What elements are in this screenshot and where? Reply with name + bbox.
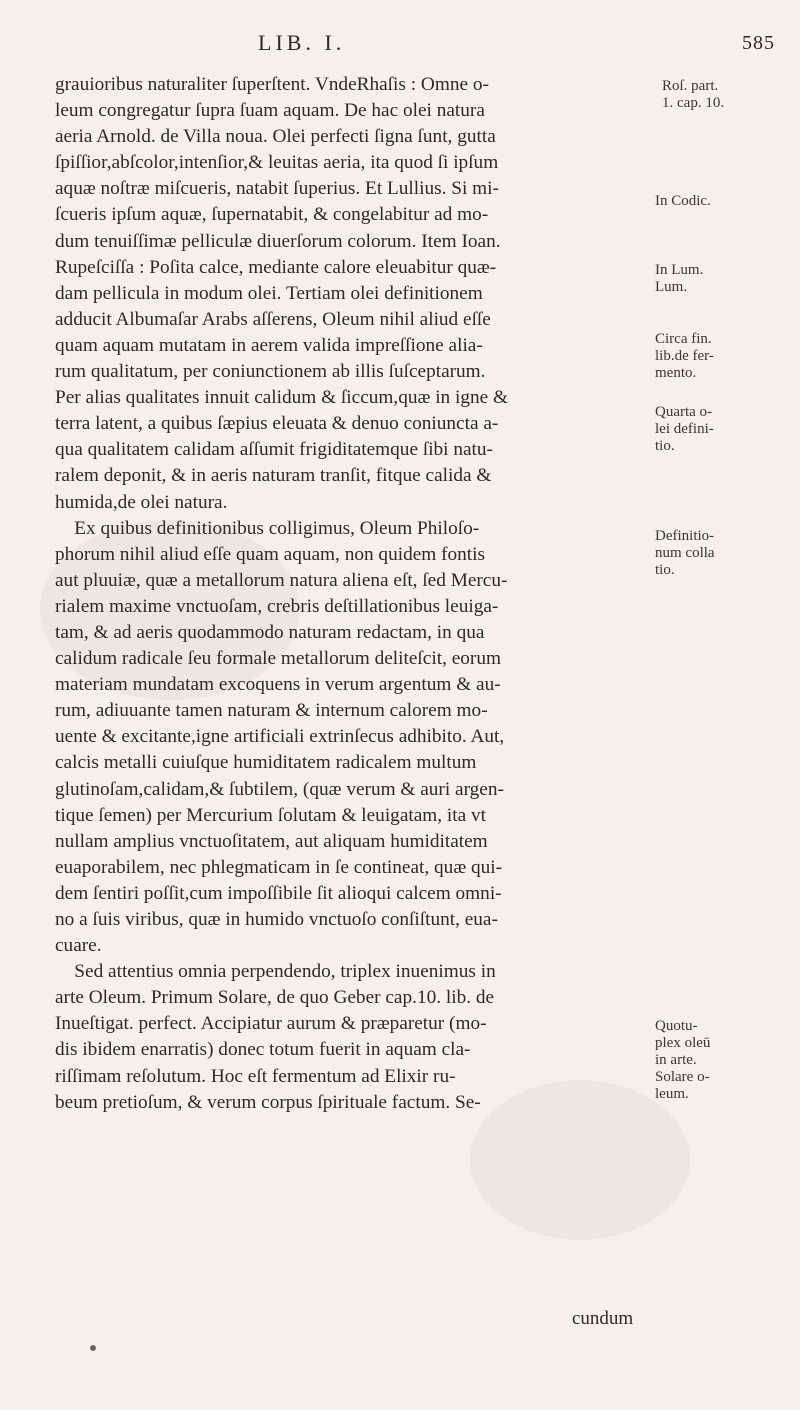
catchword: cundum [572,1308,634,1329]
text-line: dum tenuiſſimæ pelliculæ diuerſorum colorum. Item Ioan. [55,230,501,252]
marginal-note-line: in arte. [655,1052,697,1068]
marginal-note-line: lei defini- [655,421,714,437]
marginal-note [655,193,795,210]
marginal-note-line: leum. [655,1086,689,1102]
marginal-note-line: In Lum. [655,262,704,278]
text-line: no a ſuis viribus, quæ in humido vnctuoſo conſiſtunt, eua- [55,909,498,930]
text-line: cuare. [55,935,102,957]
text-line: ſcueris ipſum aquæ, ſupernatabit, & congelabitur ad mo- [55,204,489,226]
text-line: aut pluuiæ, quæ a metallorum natura aliena eſt, ſed Mercu- [55,569,508,591]
marginal-note-line: tio. [655,562,675,578]
text-line: adducit Albumaſar Arabs aſſerens, Oleum nihil aliud eſſe [55,308,491,330]
text-line: phorum nihil aliud eſſe quam aquam, non quidem fontis [55,543,486,565]
marginal-note-line: tio. [655,438,675,454]
marginal-note-line: Lum. [655,279,688,295]
marginal-note-line: Quotu- [655,1018,698,1034]
marginal-note [662,78,800,112]
marginal-note-line: Solare o- [655,1069,710,1085]
marginal-note [655,1018,795,1103]
text-line: Per alias qualitates innuit calidum & ſiccum,quæ in igne & [55,387,509,409]
marginal-note-line: num colla [655,545,715,561]
text-line: calcis metalli cuiuſque humiditatem radicalem multum [55,752,477,774]
text-line: grauioribus naturaliter ſuperſtent. VndeRhaſis : Omne o- [55,74,489,95]
text-line: tique ſemen) per Mercurium ſolutam & leuigatam, ita vt [55,804,487,826]
text-line: humida,de olei natura. [55,491,228,513]
running-header [0,30,800,62]
marginal-note-line: Roſ. part. [662,78,719,94]
text-line: Sed attentius omnia perpendendo, triplex inuenimus in [55,961,496,983]
text-line: rialem maxime vnctuoſam, crebris deſtillationibus leuiga- [55,595,499,617]
marginal-note-line: Circa fin. [655,331,712,347]
text-line: tam, & ad aeris quodammodo naturam redactam, in qua [55,621,485,643]
marginal-note-line: Definitio- [655,528,715,544]
text-line: glutinoſam,calidam,& ſubtilem, (quæ verum & auri argen- [55,778,504,800]
text-line: rum, adiuuante tamen naturam & internum calorem mo- [55,700,488,722]
text-line: ralem deponit, & in aeris naturam tranſit, fitque calida & [55,465,492,487]
text-line: arte Oleum. Primum Solare, de quo Geber cap.10. lib. de [55,987,495,1009]
marginal-note-line: In Codic. [655,193,711,209]
text-line: euaporabilem, nec phlegmaticam in ſe contineat, quæ qui- [55,856,503,878]
text-line: riſſimam reſolutum. Hoc eſt fermentum ad Elixir ru- [55,1065,456,1087]
text-line: ſpiſſior,abſcolor,intenſior,& leuitas aeria, ita quod ſi ipſum [55,152,499,174]
text-line: terra latent, a quibus ſæpius eleuata & denuo coniuncta a- [55,413,499,435]
text-line: nullam amplius vnctuoſitatem, aut aliquam humiditatem [55,830,488,852]
text-line: Inueſtigat. perfect. Accipiatur aurum & præparetur (mo- [55,1013,487,1035]
text-line: calidum radicale ſeu formale metallorum deliteſcit, eorum [55,648,501,670]
text-line: quam aquam mutatam in aerem valida impreſſione alia- [55,334,483,356]
text-line: Rupeſciſſa : Poſita calce, mediante calore eleuabitur quæ- [55,256,497,278]
text-line: leum congregatur ſupra ſuam aquam. De hac olei natura [55,100,485,122]
marginal-note [655,331,795,382]
marginal-note-line: Quarta o- [655,404,713,420]
page-number: 585 [742,32,775,54]
text-line: qua qualitatem calidam aſſumit frigiditatemque ſibi natu- [55,439,493,461]
text-line: rum qualitatum, per coniunctionem ab illis ſuſceptarum. [55,361,486,383]
text-line: dam pellicula in modum olei. Tertiam olei definitionem [55,282,483,304]
marginal-note-line: lib.de fer- [655,348,714,364]
marginal-note [655,262,795,296]
text-line: Ex quibus definitionibus colligimus, Oleum Philoſo- [55,517,480,539]
marginal-note-line: 1. cap. 10. [662,95,725,111]
text-line: materiam mundatam excoquens in verum argentum & au- [55,674,501,696]
text-line: dem ſentiri poſſit,cum impoſſibile ſit alioqui calcem omni- [55,882,502,904]
text-line: beum pretioſum, & verum corpus ſpirituale factum. Se- [55,1091,481,1113]
marginal-note-line: mento. [655,365,697,381]
text-line: aquæ noſtræ miſcueris, natabit ſuperius. Et Lullius. Si mi- [55,178,499,200]
marginal-note [655,404,795,455]
text-line: dis ibidem enarratis) donec totum fuerit in aquam cla- [55,1039,471,1061]
marginal-note-line: plex oleū [655,1035,711,1051]
text-line: uente & excitante,igne artificiali extrinſecus adhibito. Aut, [55,726,505,748]
printer-ornament [90,1345,96,1351]
marginal-note [655,528,795,579]
text-line: aeria Arnold. de Villa noua. Olei perfecti ſigna ſunt, gutta [55,126,496,148]
body-text [55,72,638,1116]
running-title: LIB. I. [258,30,346,55]
